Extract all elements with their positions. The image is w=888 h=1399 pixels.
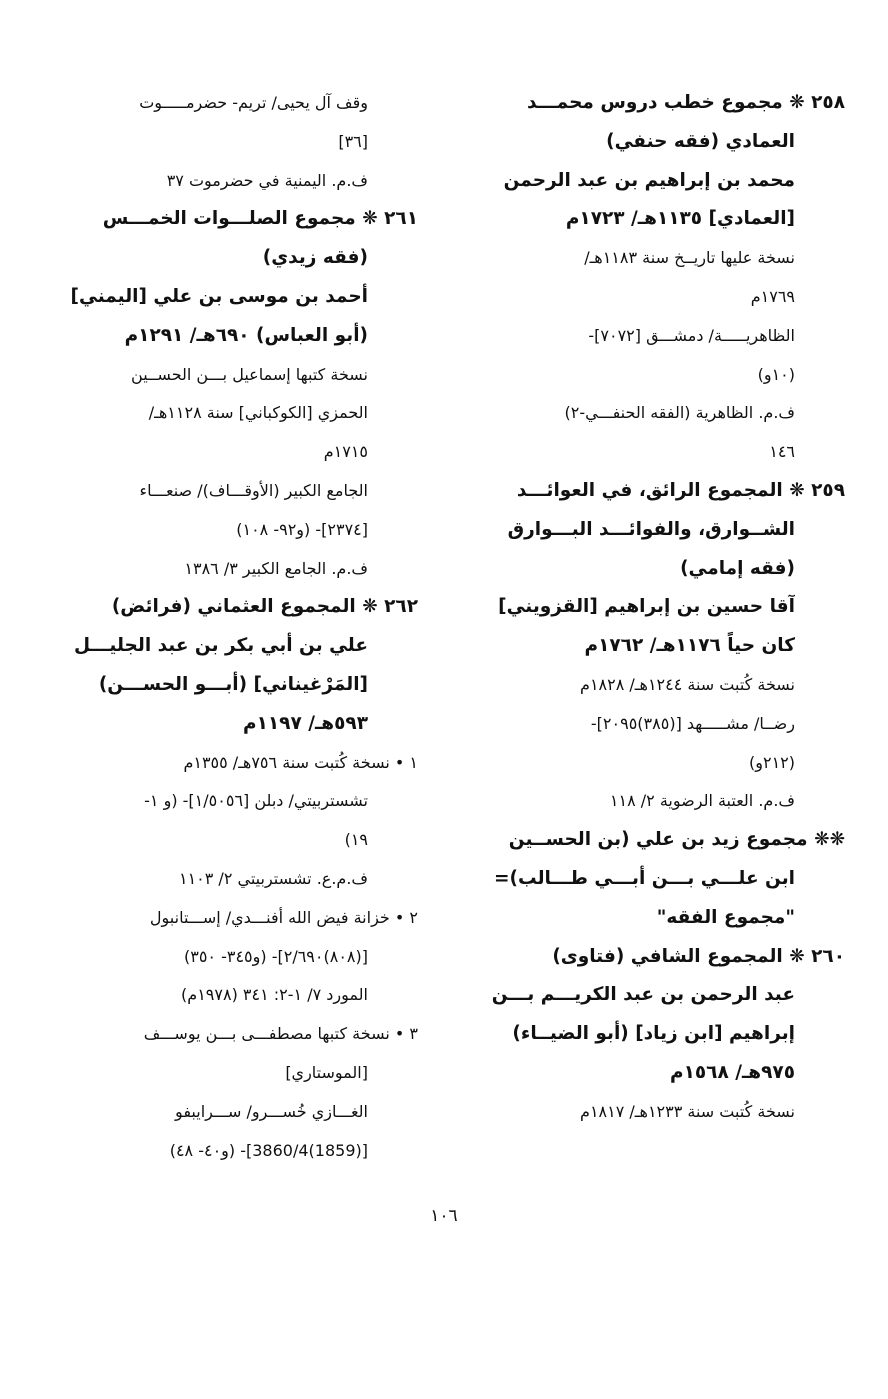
left-column xyxy=(58,84,418,1170)
left-column-line: ف.م.ع. تشستربيتي ٢/ ١١٠٣ xyxy=(178,868,368,888)
right-column-line: محمد بن إبراهيم بن عبد الرحمن xyxy=(503,169,795,191)
left-column-line: [(1859)3860/4]- (و٤٠- ٤٨) xyxy=(169,1140,368,1160)
left-column-line: [٣٦] xyxy=(338,131,368,151)
right-column-line: ٢٦٠ ❋ المجموع الشافي (فتاوى) xyxy=(552,945,845,967)
right-column-line: ١٤٦ xyxy=(769,442,795,462)
right-column-line: ❋❋ مجموع زيد بن علي (بن الحســين xyxy=(508,829,845,851)
left-column-line: الحمزي [الكوكباني] سنة ١١٢٨هـ/ xyxy=(148,403,368,423)
right-column-line: ابن علـــي بـــن أبـــي طـــالب)= xyxy=(494,867,795,889)
left-column-line: ف.م. الجامع الكبير ٣/ ١٣٨٦ xyxy=(184,558,368,578)
left-column-line: (أبو العباس) ٦٩٠هـ/ ١٢٩١م xyxy=(124,324,368,346)
right-column-line: عبد الرحمن بن عبد الكريـــم بـــن xyxy=(491,984,795,1006)
right-column-line: إبراهيم [ابن زياد] (أبو الضيــاء) xyxy=(512,1023,795,1045)
left-column-line: ٢٦٢ ❋ المجموع العثماني (فرائض) xyxy=(111,596,418,618)
left-column-line: ٣ • نسخة كتبها مصطفـــى بـــن يوســـف xyxy=(143,1024,418,1044)
right-column-line: نسخة كُتبت سنة ١٢٣٣هـ/ ١٨١٧م xyxy=(580,1101,795,1121)
right-column-line: العمادي (فقه حنفي) xyxy=(606,130,795,152)
left-column-line: الجامع الكبير (الأوقـــاف)/ صنعـــاء xyxy=(139,480,368,500)
right-column-line: "مجموع الفقه" xyxy=(656,906,795,928)
right-column-line: نسخة عليها تاريــخ سنة ١١٨٣هـ/ xyxy=(584,248,795,268)
right-column-line: كان حياً ١١٧٦هـ/ ١٧٦٢م xyxy=(584,635,795,657)
left-column-line: ٢ • خزانة فيض الله أفنـــدي/ إســـتانبول xyxy=(149,907,418,927)
right-column-line: ٢٥٨ ❋ مجموع خطب دروس محمـــد xyxy=(527,92,845,113)
right-column-line: رضــا/ مشـــــهد [(٣٨٥)٢٠٩٥]- xyxy=(590,713,795,733)
left-column-line: علي بن أبي بكر بن عبد الجليـــل xyxy=(73,635,368,657)
right-column-line: [العمادي] ١١٣٥هـ/ ١٧٢٣م xyxy=(565,208,795,230)
page-number: ١٠٦ xyxy=(430,1206,458,1226)
right-column-line: ٢٥٩ ❋ المجموع الرائق، في العوائـــد xyxy=(516,479,845,501)
right-column-line: (فقه إمامي) xyxy=(680,557,795,579)
right-column-line: ٩٧٥هـ/ ١٥٦٨م xyxy=(670,1061,795,1083)
right-column-line: الشــوارق، والفوائـــد البـــوارق xyxy=(507,518,795,540)
left-column-line: وقف آل يحيى/ تريم- حضرمـــــوت xyxy=(139,93,368,112)
left-column-line: ١٩) xyxy=(344,830,368,850)
right-column-line: آقا حسين بن إبراهيم [القزويني] xyxy=(498,596,795,618)
left-column-line: المورد ٧/ ١-٢: ٣٤١ (١٩٧٨م) xyxy=(181,985,368,1005)
left-column-line: نسخة كتبها إسماعيل بـــن الحســين xyxy=(131,364,368,384)
right-column-line: (١٠و) xyxy=(757,364,795,384)
left-column-line: الغـــازي خُســـرو/ ســـرايبفو xyxy=(175,1101,368,1121)
left-column-line: ١٧١٥م xyxy=(323,442,368,462)
left-column-line: ١ • نسخة كُتبت سنة ٧٥٦هـ/ ١٣٥٥م xyxy=(183,752,418,772)
left-column-line: تشستربيتي/ دبلن [١/٥٠٥٦]- (و ١- xyxy=(144,791,368,811)
right-column-line: ف.م. العتبة الرضوية ٢/ ١١٨ xyxy=(609,791,795,811)
right-column-line: الظاهريـــــة/ دمشـــق [٧٠٧٢]- xyxy=(588,325,795,345)
right-column-line: (٢١٢و) xyxy=(749,752,795,772)
right-column-line: نسخة كُتبت سنة ١٢٤٤هـ/ ١٨٢٨م xyxy=(580,674,795,694)
left-column-line: ٢٦١ ❋ مجموع الصلـــوات الخمـــس xyxy=(102,208,418,230)
left-column-line: [المَرْغيناني] (أبـــو الحســـن) xyxy=(98,673,368,695)
left-column-line: أحمد بن موسى بن علي [اليمني] xyxy=(70,285,368,307)
right-column xyxy=(450,84,845,1132)
left-column-line: [الموستاري] xyxy=(285,1062,368,1082)
left-column-line: (فقه زيدي) xyxy=(262,247,368,269)
left-column-line: [(٨٠٨)٢/٦٩٠]- (و٣٤٥- ٣٥٠) xyxy=(183,946,368,966)
left-column-line: ٥٩٣هـ/ ١١٩٧م xyxy=(243,712,368,734)
left-column-line: ف.م. اليمنية في حضرموت ٣٧ xyxy=(166,170,368,190)
left-column-line: [٢٣٧٤]- (و٩٢- ١٠٨) xyxy=(236,519,368,539)
right-column-line: ١٧٦٩م xyxy=(750,286,795,306)
right-column-line: ف.م. الظاهرية (الفقه الحنفـــي-٢) xyxy=(564,403,795,423)
